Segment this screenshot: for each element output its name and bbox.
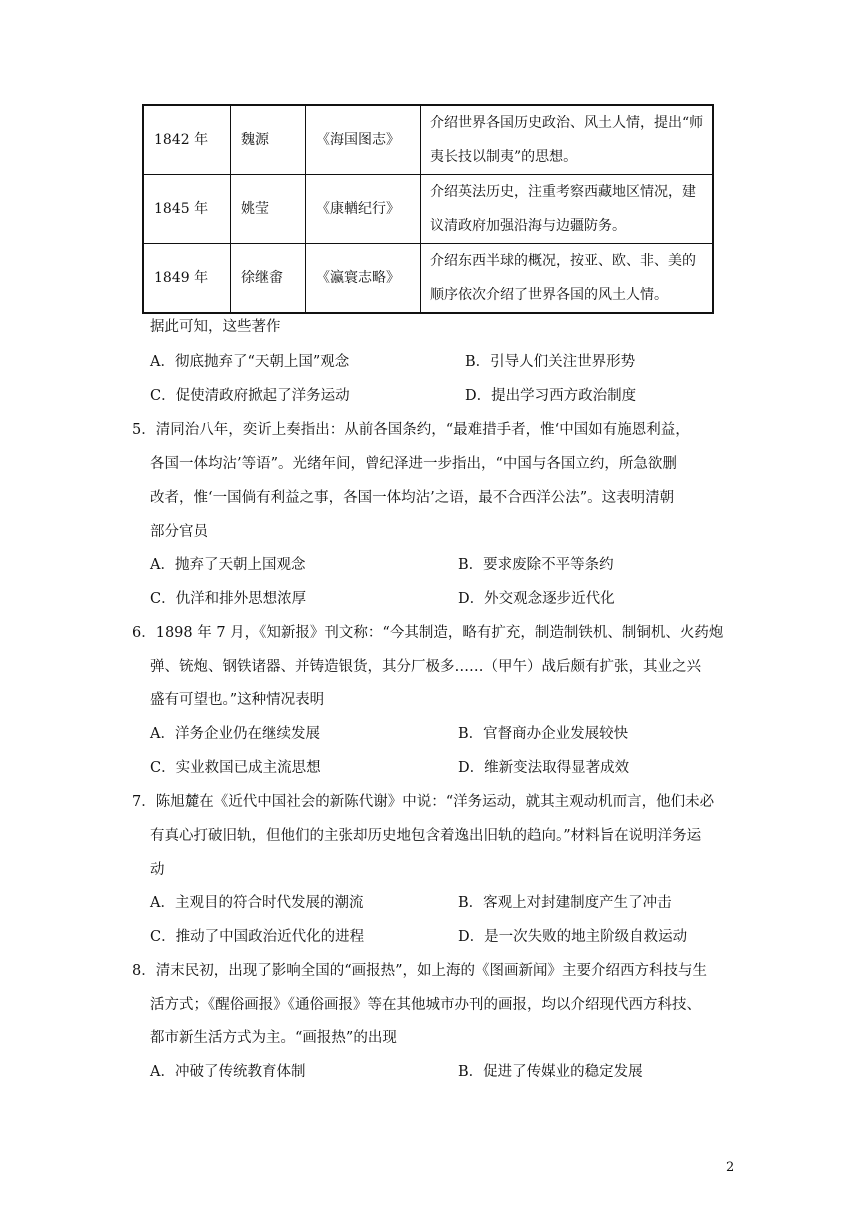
book-cell: 《瀛寰志略》 [306,244,421,314]
q7-stem-line: 有真心打破旧轨，但他们的主张却历史地包含着逸出旧轨的趋向。”材料旨在说明洋务运 [150,828,702,844]
q4-option-c: C．促使清政府掀起了洋务运动 [150,388,350,404]
q6-stem-line: 盛有可望也。”这种情况表明 [150,692,325,708]
book-cell: 《康輶纪行》 [306,175,421,244]
year-cell: 1849 年 [143,244,231,314]
q5-option-a: A．抛弃了天朝上国观念 [150,557,306,573]
q4-stem: 据此可知，这些著作 [150,319,281,335]
description-line: 介绍世界各国历史政治、风土人情，提出“师 [430,115,704,131]
table-row [143,105,713,175]
q4-option-d: D．提出学习西方政治制度 [465,388,637,404]
q5-stem-line: 部分官员 [150,524,208,540]
q5-option-d: D．外交观念逐步近代化 [458,591,615,607]
book-cell: 《海国图志》 [306,105,421,175]
q5-option-c: C．仇洋和排外思想浓厚 [150,591,307,607]
q5-stem-line: 各国一体均沾’等语”。光绪年间，曾纪泽进一步指出，“中国与各国立约，所急欲删 [150,456,677,472]
description-line: 介绍英法历史，注重考察西藏地区情况，建 [430,184,696,200]
q6-stem-line: 弹、铳炮、钢铁诸器、并铸造银货，其分厂极多……（甲午）战后颇有扩张，其业之兴 [150,659,701,675]
table-row [143,175,713,244]
q8-option-b: B．促进了传媒业的稳定发展 [458,1064,643,1080]
page-number: 2 [726,1160,735,1175]
q6-option-b: B．官督商办企业发展较快 [458,726,629,742]
q8-stem-line: 活方式；《醒俗画报》《通俗画报》等在其他城市办刊的画报，均以介绍现代西方科技、 [150,997,701,1013]
q8-stem-line: 8．清末民初，出现了影响全国的“画报热”，如上海的《图画新闻》主要介绍西方科技与生 [132,963,708,979]
description-cell [421,105,714,175]
description-line: 夷长技以制夷”的思想。 [430,149,578,165]
q7-stem-line: 7．陈旭麓在《近代中国社会的新陈代谢》中说：“洋务运动，就其主观动机而言，他们未必 [132,794,715,810]
q6-option-c: C．实业救国已成主流思想 [150,760,321,776]
description-cell [421,175,714,244]
description-line: 顺序依次介绍了世界各国的风土人情。 [430,287,668,303]
q7-option-b: B．客观上对封建制度产生了冲击 [458,895,672,911]
author-cell: 姚莹 [231,175,306,244]
q7-option-d: D．是一次失败的地主阶级自救运动 [458,929,688,945]
q6-stem-line: 6．1898 年 7 月，《知新报》刊文称：“今其制造，略有扩充，制造制铁机、制铜机、火药炮 [132,625,724,641]
q7-stem-line: 动 [150,862,165,878]
q7-option-a: A．主观目的符合时代发展的潮流 [150,895,364,911]
q6-option-d: D．维新变法取得显著成效 [458,760,630,776]
author-cell: 魏源 [231,105,306,175]
description-line: 议清政府加强沿海与边疆防务。 [430,218,626,234]
q4-option-a: A．彻底抛弃了“天朝上国”观念 [150,354,350,370]
history-works-table [142,104,714,314]
year-cell: 1845 年 [143,175,231,244]
author-cell: 徐继畬 [231,244,306,314]
q8-stem-line: 都市新生活方式为主。“画报热”的出现 [150,1030,397,1046]
description-line: 介绍东西半球的概况，按亚、欧、非、美的 [430,253,696,269]
q5-option-b: B．要求废除不平等条约 [458,557,614,573]
q5-stem-line: 5．清同治八年，奕䜣上奏指出：从前各国条约，“最难措手者，惟‘中国如有施恩利益， [132,422,690,438]
q7-option-c: C．推动了中国政治近代化的进程 [150,929,365,945]
table-row [143,244,713,314]
q5-stem-line: 改者，惟‘一国倘有利益之事，各国一体均沾’之语，最不合西洋公法”。这表明清朝 [150,490,675,506]
q8-option-a: A．冲破了传统教育体制 [150,1064,306,1080]
q6-option-a: A．洋务企业仍在继续发展 [150,726,320,742]
q4-option-b: B．引导人们关注世界形势 [465,354,636,370]
description-cell [421,244,714,314]
year-cell: 1842 年 [143,105,231,175]
